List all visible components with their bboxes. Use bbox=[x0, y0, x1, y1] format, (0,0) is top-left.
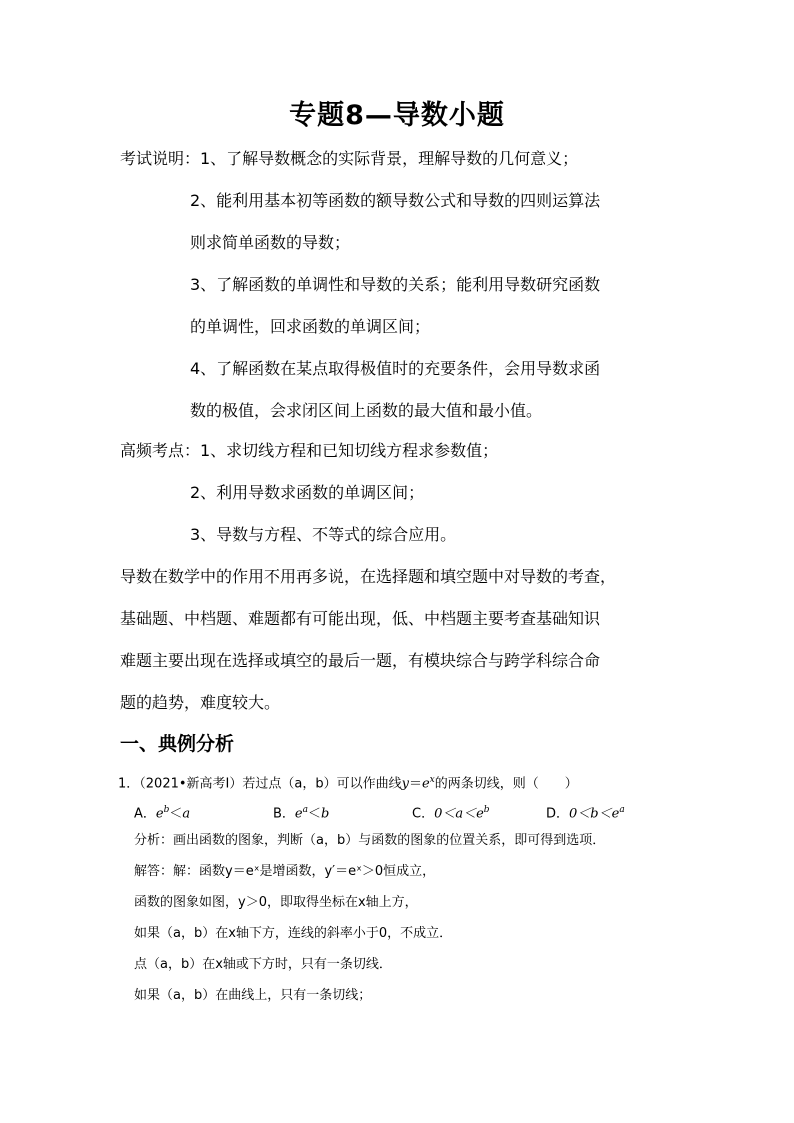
option-c[interactable]: C．$0<a<e^b$ bbox=[412, 805, 490, 822]
exam-notes-label-line: 考试说明：1、了解导数概念的实际背景，理解导数的几何意义； bbox=[120, 149, 579, 168]
exam-notes-item: 的单调性，回求函数的单调区间； bbox=[190, 317, 431, 336]
exam-notes-item: 则求简单函数的导数； bbox=[190, 233, 351, 252]
question-number: 1． bbox=[118, 776, 140, 792]
question-source: （2021•新高考Ⅰ） bbox=[139, 776, 243, 792]
analysis-text: 分析：画出函数的图象，判断（a，b）与函数的图象的位置关系，即可得到选项． bbox=[134, 833, 606, 848]
question-stem: 1．（2021•新高考Ⅰ）若过点（a，b）可以作曲线$y=e^x$的两条切线，则（ ） bbox=[118, 775, 578, 792]
intro-line: 难题主要出现在选择或填空的最后一题，有模块综合与跨学科综合命 bbox=[120, 651, 601, 670]
exam-notes-item: 3、了解函数的单调性和导数的关系；能利用导数研究函数 bbox=[190, 275, 601, 294]
solution-line: 函数的图象如图，y＞0，即取得坐标在x轴上方， bbox=[134, 895, 418, 910]
solution-line: 点（a，b）在x轴或下方时，只有一条切线． bbox=[134, 957, 392, 972]
intro-line: 基础题、中档题、难题都有可能出现，低、中档题主要考查基础知识 bbox=[120, 609, 601, 628]
exam-notes-item: 4、了解函数在某点取得极值时的充要条件，会用导数求函 bbox=[190, 359, 601, 378]
option-a[interactable]: A．$e^b<a$ bbox=[134, 805, 191, 822]
hot-points-label-line: 高频考点：1、求切线方程和已知切线方程求参数值； bbox=[120, 441, 499, 460]
option-d[interactable]: D．$0<b<e^a$ bbox=[546, 805, 625, 822]
intro-line: 题的趋势，难度较大。 bbox=[120, 693, 281, 712]
solution-line: 解答：解：函数y＝eˣ是增函数，y′＝eˣ＞0恒成立， bbox=[134, 864, 436, 879]
exam-notes-item: 2、能利用基本初等函数的额导数公式和导数的四则运算法 bbox=[190, 191, 601, 210]
section-heading: 一、典例分析 bbox=[120, 733, 235, 755]
hot-points-item: 2、利用导数求函数的单调区间； bbox=[190, 483, 425, 502]
solution-line: 如果（a，b）在曲线上，只有一条切线； bbox=[134, 988, 372, 1003]
hot-points-item: 3、导数与方程、不等式的综合应用。 bbox=[190, 525, 457, 544]
intro-line: 导数在数学中的作用不用再多说，在选择题和填空题中对导数的考查， bbox=[120, 567, 617, 586]
option-b[interactable]: B．$e^a<b$ bbox=[273, 805, 330, 822]
exam-notes-item: 数的极值，会求闭区间上函数的最大值和最小值。 bbox=[190, 401, 543, 420]
solution-line: 如果（a，b）在x轴下方，连线的斜率小于0，不成立． bbox=[134, 926, 453, 941]
page-title: 专题8—导数小题 bbox=[289, 100, 505, 131]
